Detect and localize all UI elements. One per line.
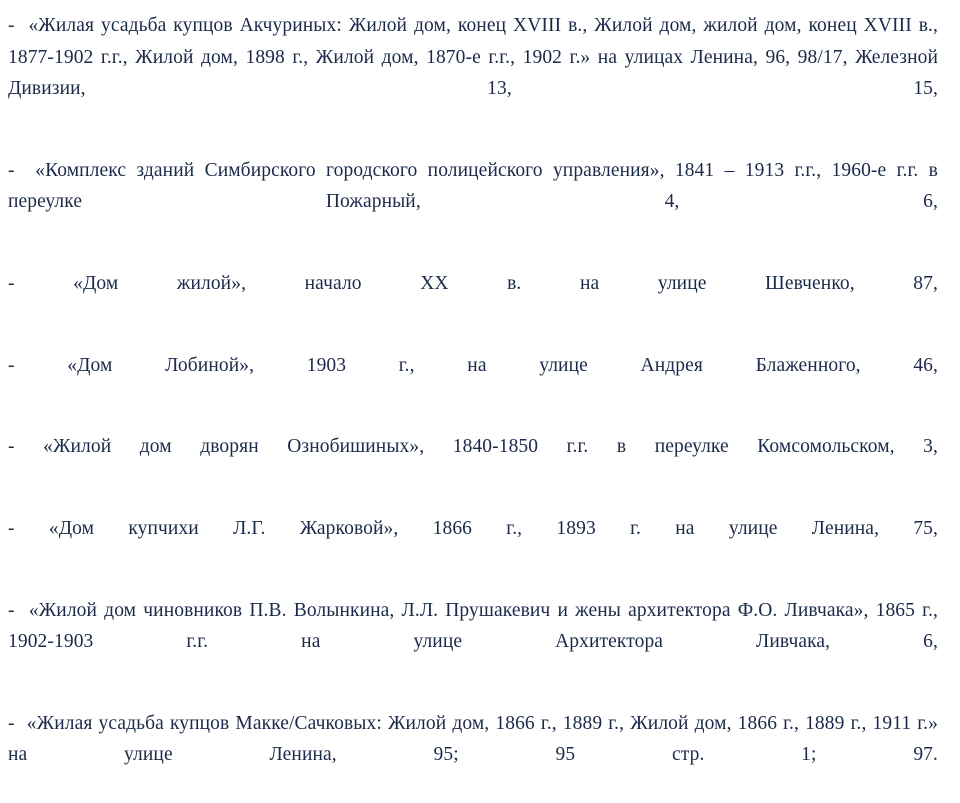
list-item: - «Жилая усадьба купцов Макке/Сачковых: Жилой дом, 1866 г., 1889 г., Жилой дом, 1866 г., 1889 г., 1911 г.» на улице Ленина, 95; 95 стр. 1; 97. <box>8 712 943 766</box>
list-item: - «Дом жилой», начало XX в. на улице Шевченко, 87, <box>8 273 938 295</box>
list-item: - «Дом купчихи Л.Г. Жарковой», 1866 г., 1893 г. на улице Ленина, 75, <box>8 518 938 540</box>
list-item: - «Жилая усадьба купцов Акчуриных: Жилой дом, конец XVIII в., Жилой дом, жилой дом, конец XVIII в., 1877-1902 г.г., Жилой дом, 1898 г., Жилой дом, 1870-е г.г., 1902 г.» на улицах Ленина, 96, 98/17, Железной Дивизии, 13, 15, <box>8 15 943 100</box>
list-item: - «Дом Лобиной», 1903 г., на улице Андрея Блаженного, 46, <box>8 354 938 376</box>
list-item: - «Жилой дом дворян Ознобишиных», 1840-1850 г.г. в переулке Комсомольском, 3, <box>8 436 938 458</box>
list-item: - «Комплекс зданий Симбирского городского полицейского управления», 1841 – 1913 г.г., 1960-е г.г. в переулке Пожарный, 4, 6, <box>8 159 943 213</box>
list-item: - «Жилой дом чиновников П.В. Волынкина, Л.Л. Прушакевич и жены архитектора Ф.О. Ливчака», 1865 г., 1902-1903 г.г. на улице Архитектора Ливчака, 6, <box>8 599 943 653</box>
